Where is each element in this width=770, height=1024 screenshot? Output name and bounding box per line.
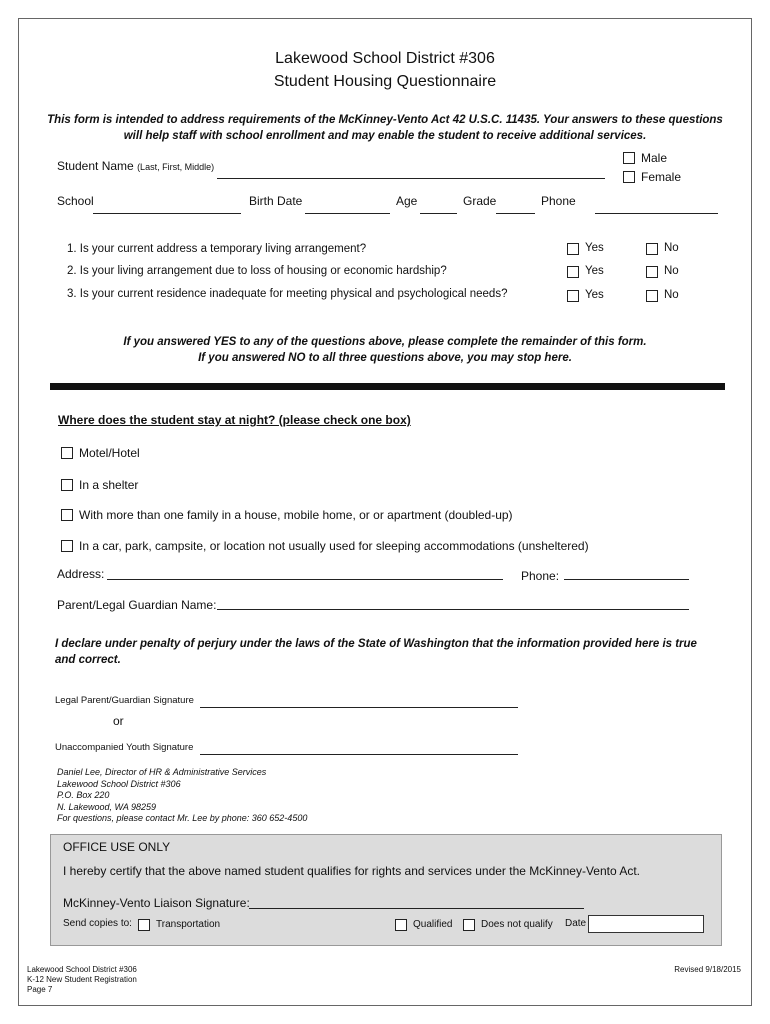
not-qualify-checkbox[interactable] — [463, 919, 475, 931]
office-certify-text: I hereby certify that the above named student qualifies for rights and services under the McKinney-Vento Act. — [63, 864, 640, 878]
phone-label: Phone — [541, 194, 576, 208]
student-name-field[interactable] — [217, 178, 605, 179]
age-label: Age — [396, 194, 418, 208]
grade-field[interactable] — [496, 213, 535, 214]
not-qualify-label: Does not qualify — [481, 919, 553, 930]
contact-line3: P.O. Box 220 — [57, 790, 110, 800]
youth-signature-field[interactable] — [200, 754, 518, 755]
student-name-hint: (Last, First, Middle) — [137, 162, 215, 172]
footer-left — [27, 965, 137, 995]
question-3-yes-label: Yes — [585, 289, 604, 301]
qualified-checkbox[interactable] — [395, 919, 407, 931]
question-2-no-checkbox[interactable] — [646, 266, 658, 278]
footer-left-line2: K-12 New Student Registration — [27, 975, 137, 984]
night-phone-field[interactable] — [564, 579, 689, 580]
footer-left-line3: Page 7 — [27, 985, 53, 994]
title-line1: Lakewood School District #306 — [275, 50, 495, 67]
birth-date-field[interactable] — [305, 213, 390, 214]
question-1-yes-label: Yes — [585, 242, 604, 254]
question-2-yes-label: Yes — [585, 265, 604, 277]
night-heading: Where does the student stay at night? (please check one box) — [58, 413, 411, 427]
unsheltered-checkbox[interactable] — [61, 540, 73, 552]
liaison-signature-field[interactable] — [249, 908, 584, 909]
doubled-up-label: With more than one family in a house, mobile home, or or apartment (doubled-up) — [79, 508, 513, 522]
contact-line1: Daniel Lee, Director of HR & Administrative Services — [57, 767, 267, 777]
question-1: 1. Is your current address a temporary living arrangement? — [67, 243, 367, 255]
footer-revised: Revised 9/18/2015 — [674, 965, 741, 974]
declaration-line2: and correct. — [55, 654, 121, 666]
phone-field[interactable] — [595, 213, 718, 214]
qualified-label: Qualified — [413, 919, 453, 930]
instructions-line1: If you answered YES to any of the questions above, please complete the remainder of this form. — [123, 336, 647, 348]
motel-checkbox[interactable] — [61, 447, 73, 459]
parent-signature-field[interactable] — [200, 707, 518, 708]
grade-label: Grade — [463, 194, 497, 208]
contact-block — [57, 767, 307, 825]
female-label: Female — [641, 170, 682, 184]
contact-line4: N. Lakewood, WA 98259 — [57, 801, 157, 812]
female-checkbox[interactable] — [623, 171, 635, 183]
title-line2: Student Housing Questionnaire — [273, 73, 497, 90]
school-label: School — [57, 194, 94, 208]
question-3-no-label: No — [664, 289, 679, 301]
or-label: or — [113, 714, 124, 728]
male-checkbox[interactable] — [623, 152, 635, 164]
question-1-no-label: No — [664, 242, 679, 254]
doubled-up-checkbox[interactable] — [61, 509, 73, 521]
male-label: Male — [641, 151, 668, 165]
question-1-yes-checkbox[interactable] — [567, 243, 579, 255]
question-3-no-checkbox[interactable] — [646, 290, 658, 302]
intro-line1: This form is intended to address requirements of the McKinney-Vento Act 42 U.S.C. 11435. Your answers to these questions — [47, 114, 723, 126]
shelter-checkbox[interactable] — [61, 479, 73, 491]
liaison-signature-label: McKinney-Vento Liaison Signature: — [63, 896, 250, 910]
student-name-label-text: Student Name — [57, 159, 134, 173]
birth-date-label: Birth Date — [249, 194, 303, 208]
contact-line2: Lakewood School District #306 — [57, 778, 181, 789]
guardian-name-label: Parent/Legal Guardian Name: — [57, 598, 217, 612]
date-label: Date — [565, 918, 587, 929]
contact-line5: For questions, please contact Mr. Lee by phone: 360 652-4500 — [57, 813, 308, 823]
school-field[interactable] — [93, 213, 241, 214]
date-field[interactable] — [588, 915, 704, 933]
question-2: 2. Is your living arrangement due to loss of housing or economic hardship? — [67, 265, 447, 277]
question-3: 3. Is your current residence inadequate for meeting physical and psychological needs? — [67, 288, 508, 300]
youth-signature-label: Unaccompanied Youth Signature — [55, 742, 194, 753]
night-phone-label: Phone: — [521, 569, 560, 583]
transportation-checkbox[interactable] — [138, 919, 150, 931]
question-2-no-label: No — [664, 265, 679, 277]
student-name-label — [57, 159, 214, 173]
footer-left-line1: Lakewood School District #306 — [27, 965, 137, 974]
shelter-label: In a shelter — [79, 478, 139, 492]
declaration-line1: I declare under penalty of perjury under the laws of the State of Washington that the information provided here is true — [55, 638, 697, 650]
unsheltered-label: In a car, park, campsite, or location not usually used for sleeping accommodations (unsheltered) — [79, 539, 589, 553]
question-1-no-checkbox[interactable] — [646, 243, 658, 255]
question-2-yes-checkbox[interactable] — [567, 266, 579, 278]
office-heading: OFFICE USE ONLY — [63, 840, 171, 854]
motel-label: Motel/Hotel — [79, 446, 140, 460]
send-copies-label: Send copies to: — [63, 918, 132, 929]
transportation-label: Transportation — [156, 919, 221, 930]
instructions-line2: If you answered NO to all three questions above, you may stop here. — [198, 352, 572, 364]
question-3-yes-checkbox[interactable] — [567, 290, 579, 302]
guardian-name-field[interactable] — [217, 609, 689, 610]
address-label: Address: — [57, 567, 105, 581]
address-field[interactable] — [107, 579, 503, 580]
parent-signature-label: Legal Parent/Guardian Signature — [55, 695, 194, 706]
section-divider — [50, 383, 725, 390]
age-field[interactable] — [420, 213, 457, 214]
intro-line2: will help staff with school enrollment and may enable the student to receive additional services. — [123, 130, 647, 142]
